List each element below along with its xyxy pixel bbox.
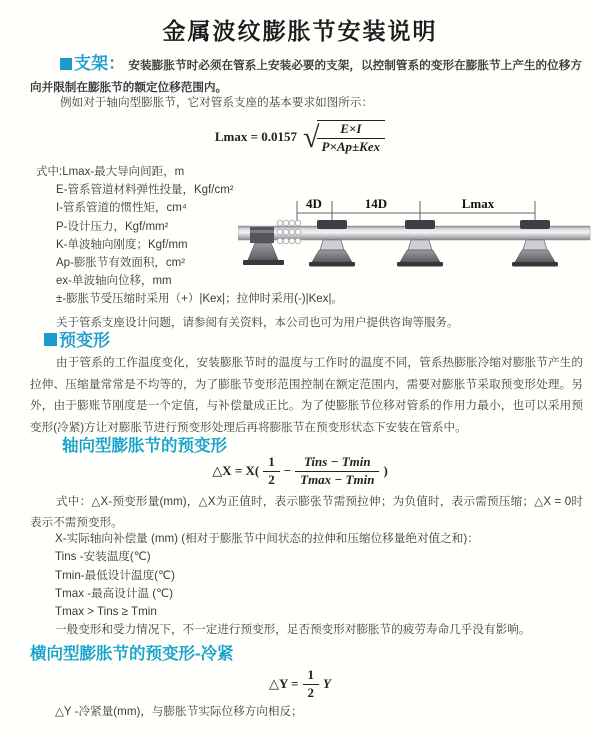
blue-square-bullet-icon xyxy=(44,333,57,346)
formula-dy-lhs: △Y = xyxy=(268,676,299,692)
pipe-support-diagram xyxy=(238,192,596,272)
axial-where-paragraph: 式中：△X-预变形量(mm)，△X为正值时，表示膨张节需预拉伸；为负值时，表示需预压缩；△X = 0时表示不需预变形。 xyxy=(30,495,583,529)
definition-item: I-管系管道的惯性矩，cm⁴ xyxy=(56,202,187,215)
sqrt-radical-icon: √ xyxy=(303,121,320,155)
example-line: 例如对于轴向型膨胀节，它对管系支座的基本要求如图所示： xyxy=(60,96,374,109)
formula-delta-x xyxy=(0,455,600,488)
lateral-definition-line: △Y -冷紧量(mm)，与膨胀节实际位移方向相反； xyxy=(55,705,303,718)
one-half-fraction: $\frac{1}{2}$ xyxy=(303,668,320,701)
bellows-joint xyxy=(277,220,301,244)
fraction-numerator: E×I xyxy=(317,122,386,139)
support-intro-text: 安装膨胀节时必须在管系上安装必要的支架，以控制管系的变形在膨胀节上产生的位移方向并限制在膨胀节的额定位移范围内。 xyxy=(30,59,582,94)
subheading-lateral-predeform: 横向型膨胀节的预变形-冷紧 xyxy=(30,645,234,663)
dim-label-4d: 4D xyxy=(306,196,322,211)
formula-dy-rhs: Y xyxy=(323,676,331,692)
blue-square-bullet-icon xyxy=(60,58,72,70)
definition-item: P-设计压力，Kgf/mm² xyxy=(56,220,169,233)
axial-definition-item: Tmax -最高设计温 (℃) xyxy=(55,586,173,600)
axial-definition-item: Tmin-最低设计温度(℃) xyxy=(55,568,175,582)
axial-definition-item: X-实际轴向补偿量 (mm) (相对于膨胀节中间状态的拉伸和压缩位移量绝对值之和)： xyxy=(55,532,479,545)
subheading-axial-predeform: 轴向型膨胀节的预变形 xyxy=(62,437,227,455)
formula-lmax-lhs: Lmax = 0.0157 xyxy=(214,129,298,145)
definition-item: K-单波轴向刚度；Kgf/mm xyxy=(56,238,188,251)
formula-lmax xyxy=(0,120,600,155)
formula-dx-lhs: △X = X( xyxy=(212,463,260,479)
definition-item: E-管系管道材料弹性投量，Kgf/cm² xyxy=(56,184,234,197)
definition-item: Ap-膨胀节有效面积，cm² xyxy=(56,257,186,270)
definition-item: 式中:Lmax-最大导向间距，m xyxy=(36,166,185,178)
predeform-paragraph: 由于管系的工作温度变化，安装膨胀节时的温度与工作时的温度不同，管系热膨胀冷缩对膨胀节产生的拉伸、压缩量常常是不均等的，为了膨胀节变形范围控制在额定范围内，需要对膨胀节采取预变形处理。另外，由于膨账节刚度是一个定值，与补偿量成正比。为了使膨胀节位移对管系的作用力最小，也可以采用预变形(冷紧)方让对膨胀节进行预变形处理后再将膨胀节在预变形状态下安装在管系中。 xyxy=(30,356,583,434)
section-heading-predeform: 预变形 xyxy=(44,326,110,351)
axial-definition-item: 一般变形和受力情况下，不一定进行预变形，足否预变形对膨胀节的疲劳寿命几乎没有影响。 xyxy=(55,623,531,637)
minus-sign: − xyxy=(283,463,292,479)
support-note-line: 关于管系支座设计问题，请参阅有关资料，本公司也可为用户提供咨询等服务。 xyxy=(56,316,459,329)
definition-item: ±-膨胀节受压缩时采用（+）|Kex|；拉伸时采用(-)|Kex|。 xyxy=(56,293,343,306)
dim-label-14d: 14D xyxy=(364,196,388,211)
axial-definitions-list xyxy=(55,530,530,640)
axial-definition-item: Tins -安装温度(℃) xyxy=(55,550,151,564)
formula-lmax-fraction xyxy=(317,122,386,155)
axial-definition-item: Tmax > Tins ≥ Tmin xyxy=(55,605,157,619)
fraction-denominator: P×Ap±Kex xyxy=(321,138,381,154)
one-half-fraction: $\frac{1}{2}$ xyxy=(263,455,280,488)
section-heading-support: 支架： xyxy=(60,54,125,73)
close-paren: ) xyxy=(383,463,388,479)
dim-label-lmax: Lmax xyxy=(461,196,495,211)
page-title: 金属波纹膨胀节安装说明 xyxy=(162,18,438,44)
temperature-fraction: $\frac{\text{Tins − Tmin}}{Tmax - Tmin}$ xyxy=(295,455,379,488)
formula-delta-y xyxy=(0,668,600,701)
definition-item: ex-单波轴向位移，mm xyxy=(56,275,172,288)
